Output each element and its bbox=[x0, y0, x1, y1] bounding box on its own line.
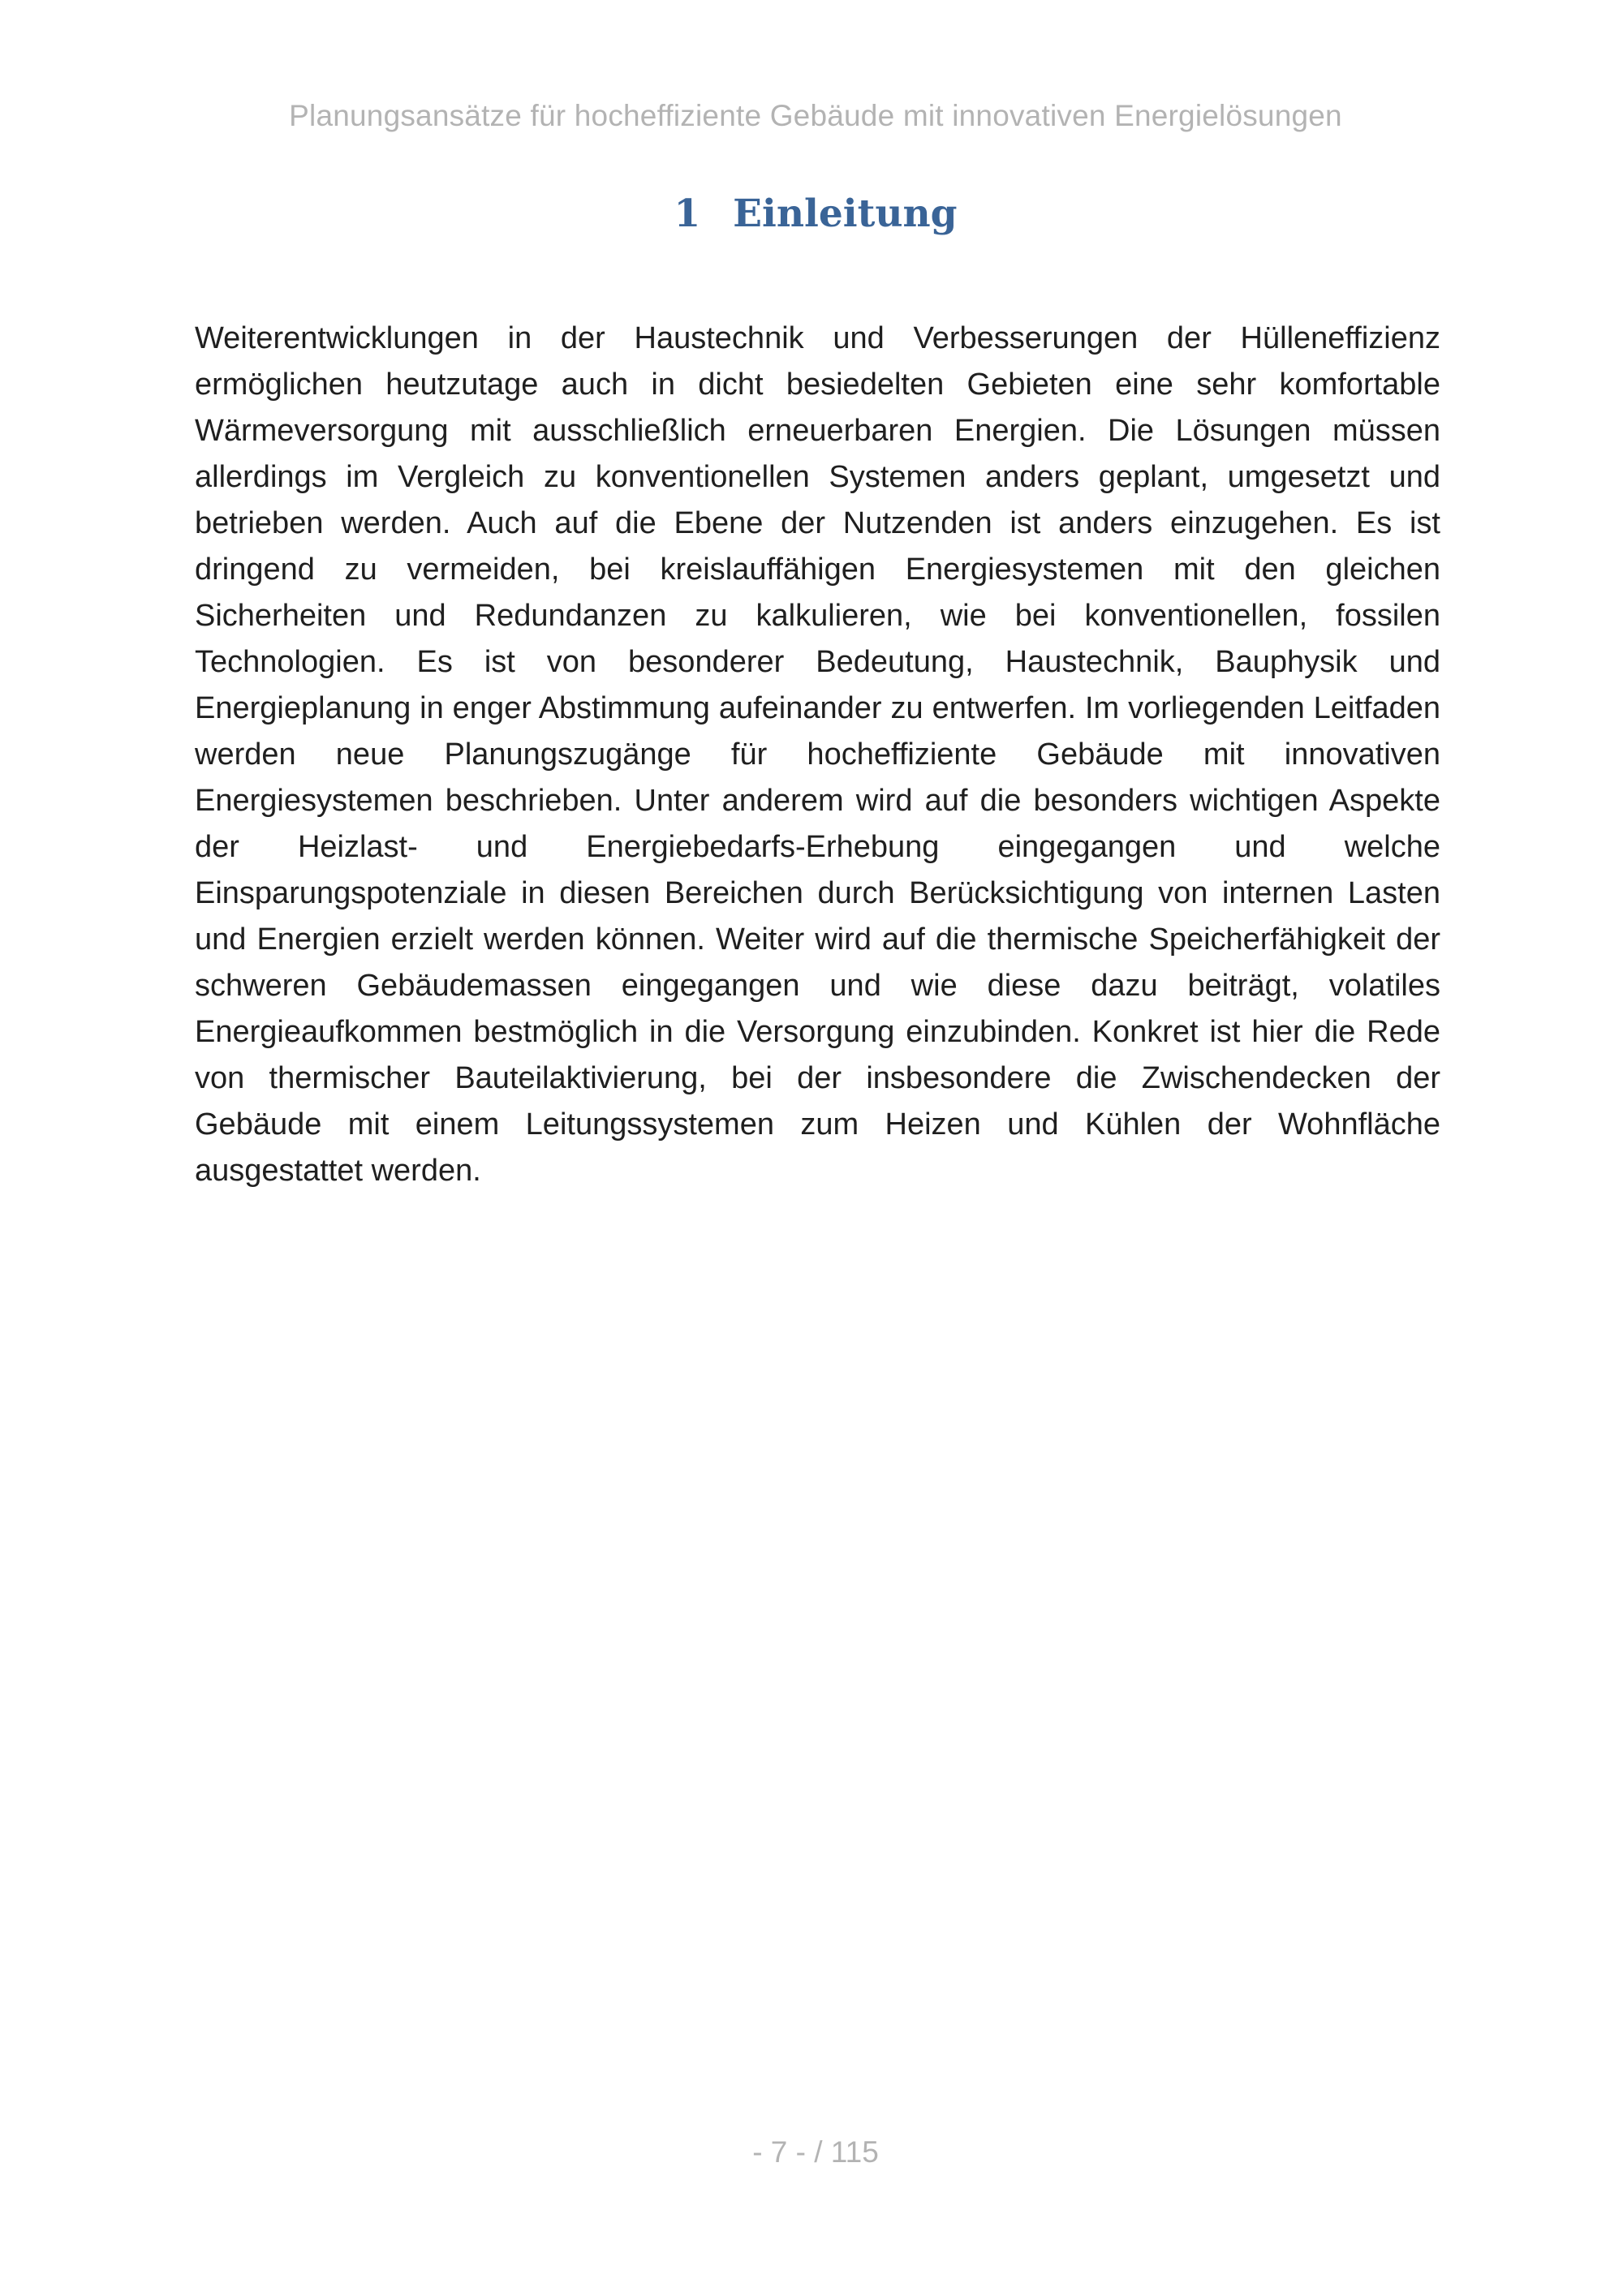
running-header: Planungsansätze für hocheffiziente Gebäude mit innovativen Energielösungen bbox=[289, 99, 1342, 132]
chapter-title: Einleitung bbox=[733, 191, 958, 236]
intro-paragraph: Weiterentwicklungen in der Haustechnik und Verbesserungen der Hülleneffizienz ermöglichen heutzutage auch in dicht besiedelten Gebieten eine sehr komfortable Wärmeversorgung mit ausschließlich erneuerbaren Energien. Die Lösungen müssen allerdings im Vergleich zu konventionellen Systemen anders geplant, umgesetzt und betrieben werden. Auch auf die Ebene der Nutzenden ist anders einzugehen. Es ist dringend zu vermeiden, bei kreislauffähigen Energiesystemen mit den gleichen Sicherheiten und Redundanzen zu kalkulieren, wie bei konventionellen, fossilen Technologien. Es ist von besonderer Bedeutung, Haustechnik, Bauphysik und Energieplanung in enger Abstimmung aufeinander zu entwerfen. Im vorliegenden Leitfaden werden neue Planungszugänge für hocheffiziente Gebäude mit innovativen Energiesystemen beschrieben. Unter anderem wird auf die besonders wichtigen Aspekte der Heizlast- und Energiebedarfs-Erhebung eingegangen und welche Einsparungspotenziale in diesen Bereichen durch Berücksichtigung von internen Lasten und Energien erzielt werden können. Weiter wird auf die thermische Speicherfähigkeit der schweren Gebäudemassen eingegangen und wie diese dazu beiträgt, volatiles Energieaufkommen bestmöglich in die Versorgung einzubinden. Konkret ist hier die Rede von thermischer Bauteilaktivierung, bei der insbesondere die Zwischendecken der Gebäude mit einem Leitungssystemen zum Heizen und Kühlen der Wohnfläche ausgestattet werden. bbox=[195, 321, 1440, 1188]
page-number: - 7 - / 115 bbox=[752, 2135, 879, 2169]
chapter-heading bbox=[0, 191, 1623, 236]
chapter-number: 1 bbox=[674, 191, 701, 236]
